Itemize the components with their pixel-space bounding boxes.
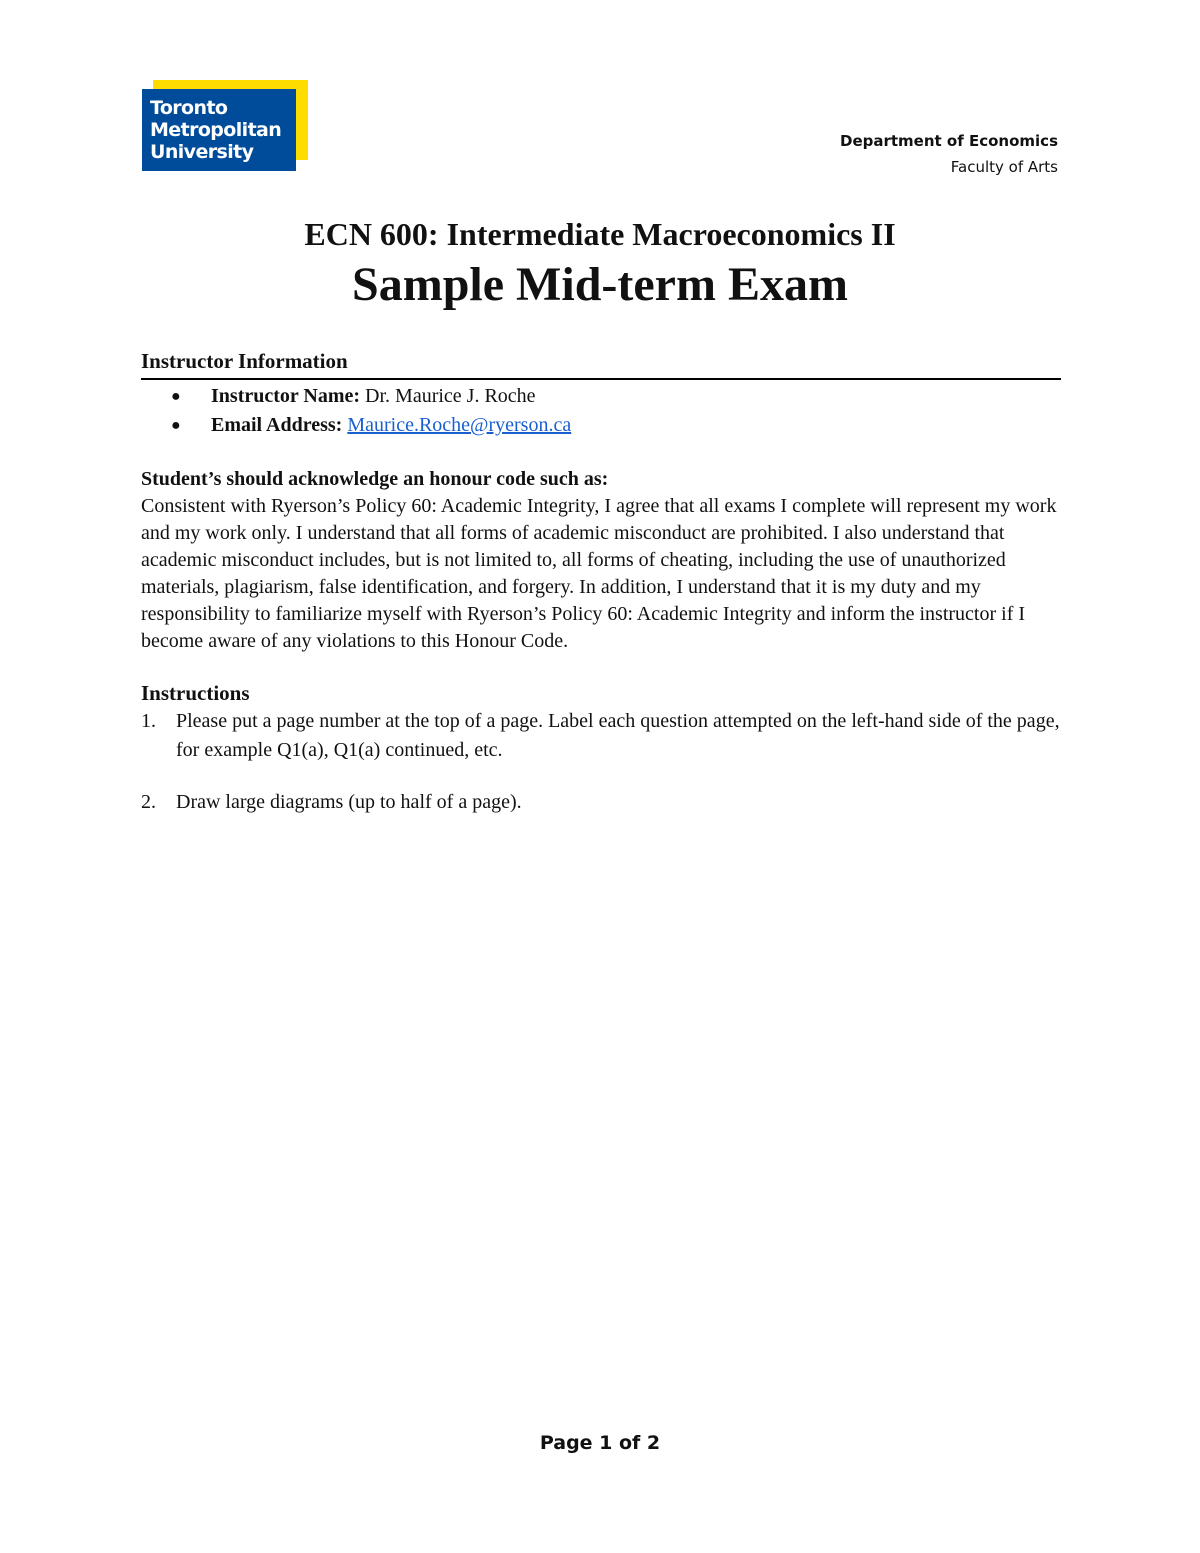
bullet-icon: ● — [171, 388, 181, 405]
bullet-icon: ● — [171, 417, 181, 434]
department-name: Department of Economics — [840, 132, 1058, 150]
logo-text-line-3: University — [150, 141, 254, 163]
email-address-label: Email Address: — [211, 414, 343, 436]
instruction-item — [141, 788, 1061, 817]
instruction-text: Please put a page number at the top of a page. Label each question attempted on the left-hand side of the page, for example Q1(a), Q1(a) continued, etc. — [176, 710, 1060, 761]
department-header — [840, 128, 1058, 180]
page-number-footer: Page 1 of 2 — [539, 1432, 661, 1454]
logo-text-line-1: Toronto — [150, 97, 228, 119]
instruction-text: Draw large diagrams (up to half of a page). — [176, 791, 522, 813]
email-address-item — [171, 411, 1061, 440]
instruction-number: 2. — [141, 791, 156, 813]
document-body — [141, 348, 1061, 817]
instructor-name-label: Instructor Name: — [211, 385, 361, 407]
university-logo — [142, 80, 308, 172]
logo-text-line-2: Metropolitan — [150, 119, 282, 141]
instructions-heading: Instructions — [141, 681, 250, 705]
course-title: ECN 600: Intermediate Macroeconomics II — [304, 216, 896, 252]
instruction-number: 1. — [141, 710, 156, 732]
exam-title: Sample Mid-term Exam — [352, 258, 848, 311]
section-divider — [141, 378, 1061, 380]
logo-blue-block — [142, 89, 296, 171]
instruction-item — [141, 707, 1061, 765]
instructor-info-heading: Instructor Information — [141, 349, 348, 373]
honour-code-heading: Student’s should acknowledge an honour code such as: — [141, 468, 609, 490]
instructor-name-item — [171, 382, 1061, 411]
honour-code-text: Consistent with Ryerson’s Policy 60: Academic Integrity, I agree that all exams I complete will represent my work and my work only. I understand that all forms of academic misconduct are prohibited. I also understand that academic misconduct includes, but is not limited to, all forms of cheating, including the use of unauthorized materials, plagiarism, false identification, and forgery. In addition, I understand that it is my duty and my responsibility to familiarize myself with Ryerson’s Policy 60: Academic Integrity and inform the instructor if I become aware of any violations to this Honour Code. — [141, 495, 1057, 652]
instructions-list — [141, 707, 1061, 817]
instructor-info-list — [141, 382, 1061, 440]
email-address-link[interactable]: Maurice.Roche@ryerson.ca — [347, 414, 572, 436]
faculty-name: Faculty of Arts — [950, 158, 1058, 176]
instructor-name-value: Dr. Maurice J. Roche — [365, 385, 536, 407]
